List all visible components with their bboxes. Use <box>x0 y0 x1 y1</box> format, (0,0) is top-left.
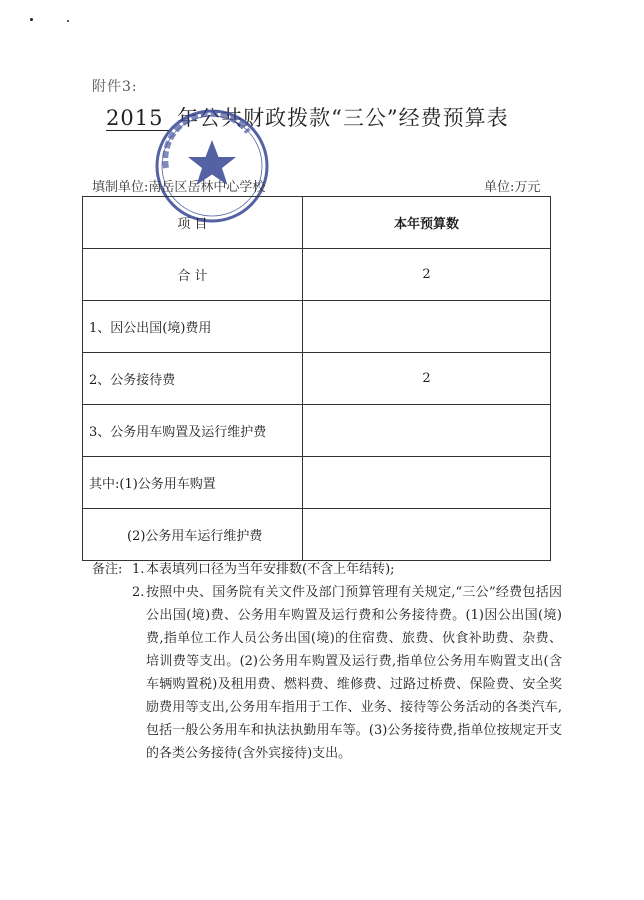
table-row <box>83 457 551 509</box>
row-value <box>303 509 551 561</box>
notes-label: 备注: <box>92 562 123 577</box>
row-value: 2 <box>303 249 551 301</box>
note-number: 1. <box>132 562 145 577</box>
row-label: 1、因公出国(境)费用 <box>83 301 303 353</box>
row-label: (2)公务用车运行维护费 <box>83 509 303 561</box>
scan-speck <box>67 20 69 22</box>
note-item <box>92 558 562 581</box>
scan-speck <box>30 18 33 21</box>
note-number: 2. <box>132 585 145 600</box>
row-label: 合 计 <box>83 249 303 301</box>
title-year: 2015 <box>106 106 169 131</box>
row-value <box>303 405 551 457</box>
row-label: 其中:(1)公务用车购置 <box>83 457 303 509</box>
table-row <box>83 301 551 353</box>
row-value <box>303 301 551 353</box>
money-unit: 单位:万元 <box>484 180 541 195</box>
row-label: 3、公务用车购置及运行维护费 <box>83 405 303 457</box>
attachment-label: 附件3: <box>92 79 138 95</box>
note-text: 本表填列口径为当年安排数(不含上年结转); <box>146 562 395 577</box>
row-value <box>303 457 551 509</box>
filling-unit: 填制单位:南岳区岳林中心学校 <box>92 180 266 195</box>
notes-section <box>92 558 562 765</box>
table-row <box>83 509 551 561</box>
table-row-total <box>83 249 551 301</box>
title-text: 年公共财政拨款“三公”经费预算表 <box>177 106 509 130</box>
budget-table <box>82 196 551 561</box>
row-value: 2 <box>303 353 551 405</box>
note-item <box>92 581 562 765</box>
table-row <box>83 353 551 405</box>
header-amount: 本年预算数 <box>303 197 551 249</box>
table-row <box>83 405 551 457</box>
row-label: 2、公务接待费 <box>83 353 303 405</box>
header-item: 项 目 <box>83 197 303 249</box>
note-text: 按照中央、国务院有关文件及部门预算管理有关规定,“三公”经费包括因公出国(境)费、公务用车购置及运行费和公务接待费。(1)因公出国(境)费,指单位工作人员公务出国(境)的住宿费、旅费、伙食补助费、杂费、培训费等支出。(2)公务用车购置及运行费,指单位公务用车购置支出(含车辆购置税)及租用费、燃料费、维修费、过路过桥费、保险费、安全奖励费用等支出,公务用车指用于工作、业务、接待等公务活动的各类汽车,包括一般公务用车和执法执勤用车等。(3)公务接待费,指单位按规定开支的各类公务接待(含外宾接待)支出。 <box>146 585 562 761</box>
table-header-row <box>83 197 551 249</box>
